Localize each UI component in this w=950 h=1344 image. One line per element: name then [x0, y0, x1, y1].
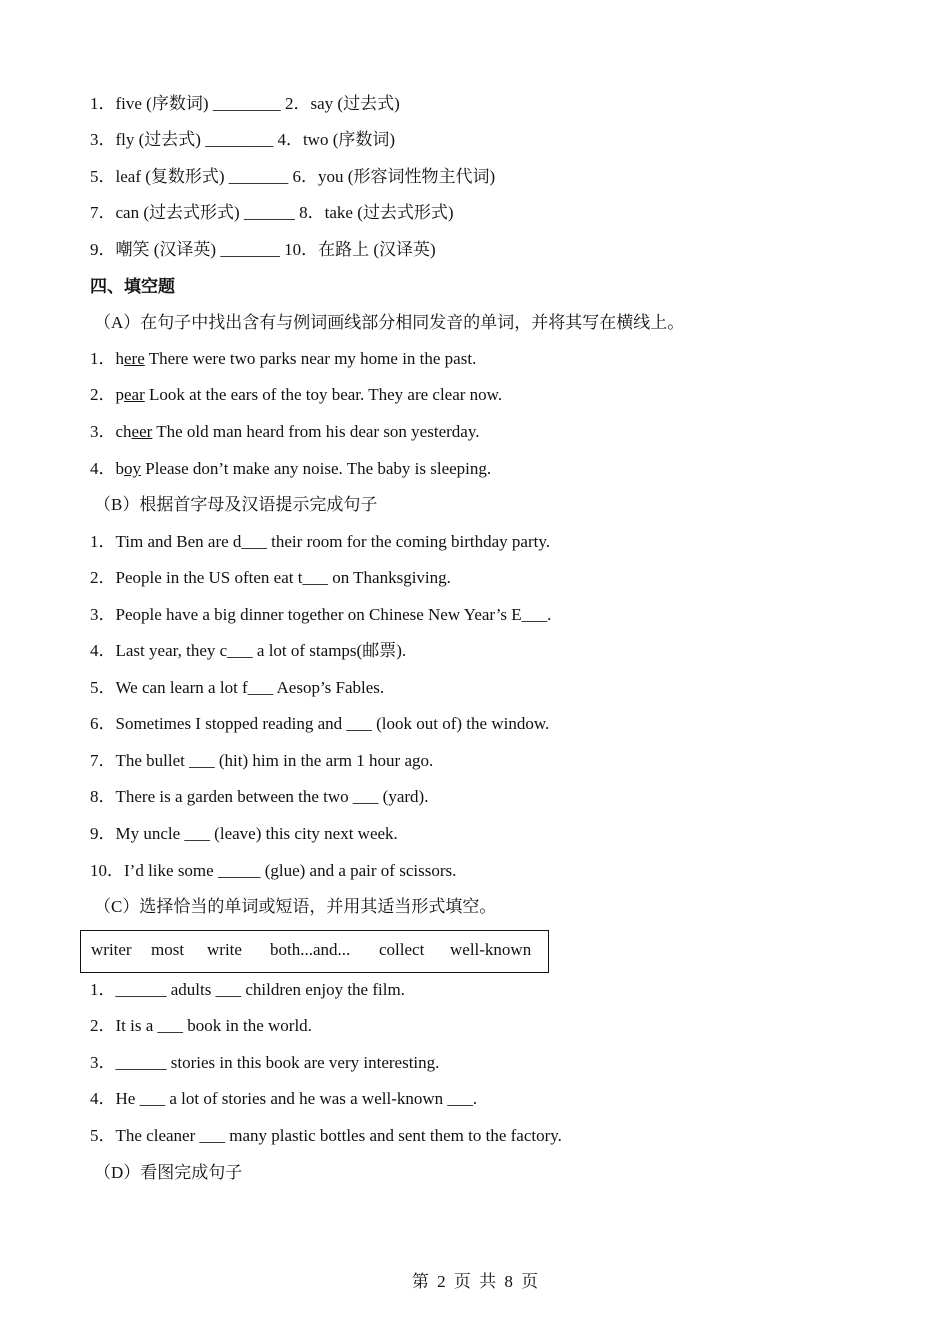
part-c-item-4: 4．He ___ a lot of stories and he was a well-known ___. — [90, 1089, 478, 1108]
part-c-item-5: 5．The cleaner ___ many plastic bottles and sent them to the factory. — [90, 1126, 562, 1145]
part-d-instruction: （D）看图完成句子 — [94, 1163, 243, 1182]
underlined-sound: ere — [124, 349, 145, 368]
part-c-instruction: （C）选择恰当的单词或短语，并用其适当形式填空。 — [94, 897, 497, 916]
part-b-item-4: 4．Last year, they c___ a lot of stamps(邮票). — [90, 641, 407, 660]
part-c-item-3: 3．______ stories in this book are very interesting. — [90, 1053, 440, 1072]
underlined-sound: eer — [131, 422, 153, 441]
word-bank-box — [80, 930, 549, 973]
part-b-item-6: 6．Sometimes I stopped reading and ___ (look out of) the window. — [90, 714, 550, 733]
word-form-line-3: 5．leaf (复数形式) _______ 6．you (形容词性物主代词) — [90, 167, 496, 186]
part-a-instruction: （A）在句子中找出含有与例词画线部分相同发音的单词，并将其写在横线上。 — [94, 313, 685, 332]
word-bank-word: both...and... — [270, 940, 351, 959]
part-a-item-2: 2．pear Look at the ears of the toy bear. They are clear now. — [90, 385, 503, 404]
word-bank-word: well-known — [450, 940, 532, 959]
part-b-item-3: 3．People have a big dinner together on Chinese New Year’s E___. — [90, 605, 552, 624]
word-bank-word: writer — [91, 940, 132, 959]
part-b-item-7: 7．The bullet ___ (hit) him in the arm 1 hour ago. — [90, 751, 434, 770]
word-bank-word: collect — [379, 940, 425, 959]
word-form-line-2: 3．fly (过去式) ________ 4．two (序数词) — [90, 130, 396, 149]
section-title: 四、填空题 — [90, 277, 175, 297]
part-c-item-1: 1．______ adults ___ children enjoy the film. — [90, 980, 405, 999]
part-c-item-2: 2．It is a ___ book in the world. — [90, 1016, 312, 1035]
part-b-item-8: 8．There is a garden between the two ___ (yard). — [90, 787, 429, 806]
part-b-item-5: 5．We can learn a lot f___ Aesop’s Fables. — [90, 678, 385, 697]
part-a-item-4: 4．boy Please don’t make any noise. The baby is sleeping. — [90, 459, 492, 478]
part-a-item-1: 1．here There were two parks near my home in the past. — [90, 349, 477, 368]
word-bank-word: most — [151, 940, 185, 959]
word-bank-word: write — [207, 940, 242, 959]
page-footer: 第 2 页 共 8 页 — [411, 1272, 539, 1291]
underlined-sound: ear — [124, 385, 145, 404]
word-form-line-5: 9．嘲笑 (汉译英) _______ 10．在路上 (汉译英) — [90, 240, 436, 259]
word-form-line-4: 7．can (过去式形式) ______ 8．take (过去式形式) — [90, 203, 454, 222]
word-form-line-1: 1．five (序数词) ________ 2．say (过去式) — [90, 94, 400, 113]
underlined-sound: oy — [124, 459, 141, 478]
part-a-item-3: 3．cheer The old man heard from his dear son yesterday. — [90, 422, 480, 441]
part-b-item-9: 9．My uncle ___ (leave) this city next week. — [90, 824, 398, 843]
part-b-item-2: 2．People in the US often eat t___ on Thanksgiving. — [90, 568, 451, 587]
part-b-item-1: 1．Tim and Ben are d___ their room for the coming birthday party. — [90, 532, 551, 551]
part-b-instruction: （B）根据首字母及汉语提示完成句子 — [94, 495, 378, 514]
part-b-item-10: 10．I’d like some _____ (glue) and a pair of scissors. — [90, 861, 457, 880]
